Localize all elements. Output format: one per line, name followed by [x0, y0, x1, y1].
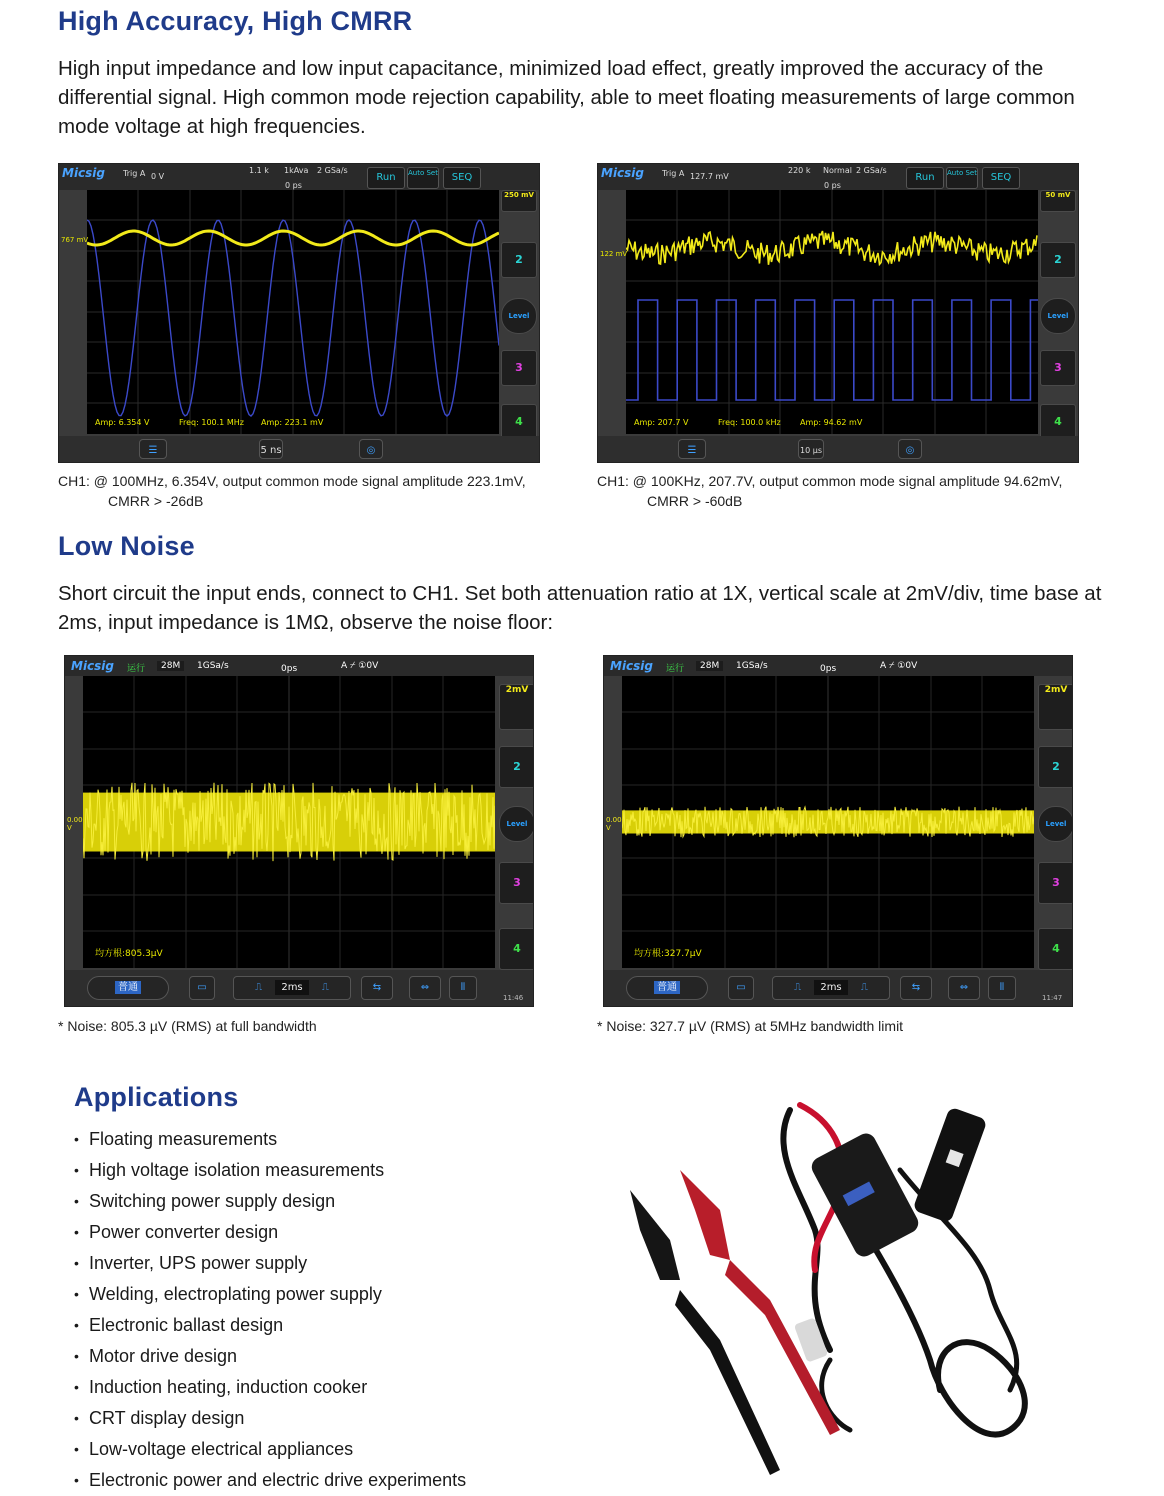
- noise-scope-5mhz-limit: [603, 655, 1073, 1007]
- caption-line: CH1: @ 100MHz, 6.354V, output common mode signal amplitude 223.1mV,: [58, 473, 526, 489]
- zoom-out-icon[interactable]: ⎍: [321, 982, 329, 993]
- list-item: • High voltage isolation measurements: [74, 1155, 534, 1186]
- ch1-scale[interactable]: 2mV: [499, 684, 534, 730]
- menu-icon[interactable]: ☰: [678, 439, 706, 459]
- accuracy-paragraph: High input impedance and low input capacitance, minimized load effect, greatly improved the accuracy of the differential signal. High common mode rejection capability, able to meet floating measurements of large common mode voltage at high frequencies.: [58, 57, 1075, 138]
- caption-cmrr: CMRR > -26dB: [108, 493, 204, 509]
- save-icon[interactable]: ▭: [189, 976, 215, 1000]
- seq-button[interactable]: SEQ: [443, 167, 481, 189]
- memory-depth: 28M: [157, 661, 184, 671]
- rms-measurement: 均方根:327.7µV: [634, 949, 702, 959]
- list-item: • Welding, electroplating power supply: [74, 1279, 534, 1310]
- ch3-button[interactable]: 3: [1038, 862, 1073, 904]
- bnc-connector: [912, 1106, 987, 1223]
- amplitude-measurement: Amp: 6.354 V: [95, 418, 150, 427]
- level-knob[interactable]: Level: [1040, 298, 1076, 334]
- run-button[interactable]: Run: [367, 167, 405, 189]
- timebase-display[interactable]: 5 ns: [259, 439, 283, 459]
- rms-measurement: 均方根:805.3µV: [95, 949, 163, 959]
- ch2-button[interactable]: 2: [501, 242, 537, 278]
- list-item: • Low-voltage electrical appliances: [74, 1434, 534, 1465]
- noise-plot: [622, 676, 1034, 968]
- scope-display: [622, 676, 1034, 968]
- sample-rate: 1GSa/s: [197, 661, 229, 671]
- trigger-level: 127.7 mV: [690, 172, 729, 181]
- run-status: 运行: [127, 664, 146, 674]
- caption-100khz: [597, 471, 1117, 511]
- list-item: • Switching power supply design: [74, 1186, 534, 1217]
- timebase-display: 2ms: [814, 980, 847, 995]
- ch3-button[interactable]: 3: [1040, 350, 1076, 386]
- sample-rate: 1GSa/s: [736, 661, 768, 671]
- waveform-plot: [626, 190, 1038, 434]
- applications-list: [74, 1124, 534, 1496]
- scope-bottom-toolbar: [598, 436, 1078, 462]
- noise-caption-full: * Noise: 805.3 µV (RMS) at full bandwidth: [58, 1018, 317, 1034]
- level-knob[interactable]: Level: [501, 298, 537, 334]
- list-item: • Floating measurements: [74, 1124, 534, 1155]
- caption-100mhz: [58, 471, 558, 511]
- memory-depth: 28M: [696, 661, 723, 671]
- time-info: 1.1 k: [249, 166, 269, 175]
- ch4-button[interactable]: 4: [1038, 928, 1073, 970]
- ch2-button[interactable]: 2: [499, 746, 534, 788]
- zoom-in-icon[interactable]: ⎍: [794, 982, 802, 993]
- auto-set-button[interactable]: Auto Set: [407, 167, 439, 189]
- list-item: • Electronic power and electric drive experiments: [74, 1465, 534, 1496]
- frequency-measurement: Freq: 100.1 MHz: [179, 418, 244, 427]
- acquire-mode: 普通: [654, 981, 680, 994]
- zero-level: 0.00 V: [606, 816, 622, 832]
- list-item: • Motor drive design: [74, 1341, 534, 1372]
- marker-icon[interactable]: ⦀: [988, 976, 1016, 1000]
- grid: [626, 190, 1038, 434]
- offset: 0ps: [820, 664, 837, 674]
- zero-level: 0.00 V: [67, 816, 83, 832]
- level-marker: 122 mV: [600, 250, 628, 258]
- clip-black-lower: [675, 1290, 780, 1475]
- trigger-label: Trig A: [123, 169, 146, 178]
- acquire-mode-button[interactable]: [87, 976, 169, 1000]
- scope-screenshot-100khz: [597, 163, 1079, 463]
- heading-low-noise: Low Noise: [58, 531, 195, 561]
- micsig-logo: Micsig: [62, 166, 106, 180]
- scope-bottom-toolbar: [59, 436, 539, 462]
- ch1-scale[interactable]: 250 mV: [501, 190, 537, 212]
- math-icon[interactable]: ⇔: [948, 976, 980, 1000]
- clock: 11:47: [1042, 994, 1063, 1002]
- ch4-button[interactable]: 4: [499, 928, 534, 970]
- ch1-scale[interactable]: 2mV: [1038, 684, 1073, 730]
- ch3-button[interactable]: 3: [501, 350, 537, 386]
- ch2-button[interactable]: 2: [1040, 242, 1076, 278]
- acquire-mode-button[interactable]: [626, 976, 708, 1000]
- cursor-icon[interactable]: ⇆: [900, 976, 932, 1000]
- list-item: • CRT display design: [74, 1403, 534, 1434]
- time-mode: 1kAva: [284, 166, 309, 175]
- offset: 0 ps: [285, 181, 302, 190]
- trigger-label: Trig A: [662, 169, 685, 178]
- noise-plot: [83, 676, 495, 968]
- list-item: • Power converter design: [74, 1217, 534, 1248]
- ch4-button[interactable]: 4: [501, 404, 537, 440]
- sample-rate: 2 GSa/s: [856, 166, 887, 175]
- noise-paragraph: Short circuit the input ends, connect to CH1. Set both attenuation ratio at 1X, vertical scale at 2mV/div, time base at 2ms, input impedance is 1MΩ, observe the noise floor:: [58, 582, 1102, 634]
- menu-icon[interactable]: ☰: [139, 439, 167, 459]
- ch2-button[interactable]: 2: [1038, 746, 1073, 788]
- scope-bottom-toolbar: [65, 970, 533, 1006]
- run-status: 运行: [666, 664, 685, 674]
- scope-display: [626, 190, 1038, 434]
- noise-scope-full-bandwidth: [64, 655, 534, 1007]
- micsig-logo: Micsig: [601, 166, 645, 180]
- caption-cmrr: CMRR > -60dB: [647, 493, 743, 509]
- cursor-icon[interactable]: ⇆: [361, 976, 393, 1000]
- level-knob[interactable]: Level: [1038, 806, 1073, 842]
- frequency-measurement: Freq: 100.0 kHz: [718, 418, 781, 427]
- offset: 0 ps: [824, 181, 841, 190]
- save-icon[interactable]: ▭: [728, 976, 754, 1000]
- timebase-control[interactable]: [233, 976, 351, 1000]
- heading-accuracy: High Accuracy, High CMRR: [58, 6, 413, 36]
- run-button[interactable]: Run: [906, 167, 944, 189]
- clock: 11:46: [503, 994, 524, 1002]
- zoom-out-icon[interactable]: ⎍: [860, 982, 868, 993]
- scope-display: [87, 190, 499, 434]
- level-knob[interactable]: Level: [499, 806, 534, 842]
- differential-probe-photo: [600, 1090, 1060, 1490]
- list-item: • Inverter, UPS power supply: [74, 1248, 534, 1279]
- list-item: • Electronic ballast design: [74, 1310, 534, 1341]
- waveform-plot: [87, 190, 499, 434]
- time-info: 220 k: [788, 166, 811, 175]
- time-mode: Normal: [823, 166, 852, 175]
- math-icon[interactable]: ⇔: [409, 976, 441, 1000]
- heading-applications: Applications: [74, 1082, 239, 1112]
- list-item: • Induction heating, induction cooker: [74, 1372, 534, 1403]
- zoom-in-icon[interactable]: ⎍: [255, 982, 263, 993]
- micsig-logo: Micsig: [610, 659, 654, 673]
- trigger-level: 0 V: [151, 172, 165, 181]
- scope-screenshot-100mhz: [58, 163, 540, 463]
- ch4-button[interactable]: 4: [1040, 404, 1076, 440]
- timebase-control[interactable]: [772, 976, 890, 1000]
- noise-caption-limited: * Noise: 327.7 µV (RMS) at 5MHz bandwidth limit: [597, 1018, 904, 1034]
- trigger-info: A ⌿ ①0V: [880, 661, 918, 671]
- offset: 0ps: [281, 664, 298, 674]
- measure-icon[interactable]: ◎: [898, 439, 922, 459]
- scope-bottom-toolbar: [604, 970, 1072, 1006]
- measure-icon[interactable]: ◎: [359, 439, 383, 459]
- marker-icon[interactable]: ⦀: [449, 976, 477, 1000]
- acquire-mode: 普通: [115, 981, 141, 994]
- scope-display: [83, 676, 495, 968]
- clip-red-upper: [680, 1170, 730, 1260]
- common-mode-amplitude: Amp: 223.1 mV: [261, 418, 324, 427]
- timebase-display: 2ms: [275, 980, 308, 995]
- auto-set-button[interactable]: Auto Set: [946, 167, 978, 189]
- trigger-info: A ⌿ ①0V: [341, 661, 379, 671]
- ch3-button[interactable]: 3: [499, 862, 534, 904]
- sample-rate: 2 GSa/s: [317, 166, 348, 175]
- caption-line: CH1: @ 100KHz, 207.7V, output common mode signal amplitude 94.62mV,: [597, 473, 1063, 489]
- micsig-logo: Micsig: [71, 659, 115, 673]
- ch1-scale[interactable]: 50 mV: [1040, 190, 1076, 212]
- common-mode-amplitude: Amp: 94.62 mV: [800, 418, 863, 427]
- timebase-display[interactable]: 10 µs: [798, 439, 824, 459]
- clip-black-upper: [630, 1190, 680, 1280]
- level-marker: 767 mV: [61, 236, 89, 244]
- amplitude-measurement: Amp: 207.7 V: [634, 418, 689, 427]
- seq-button[interactable]: SEQ: [982, 167, 1020, 189]
